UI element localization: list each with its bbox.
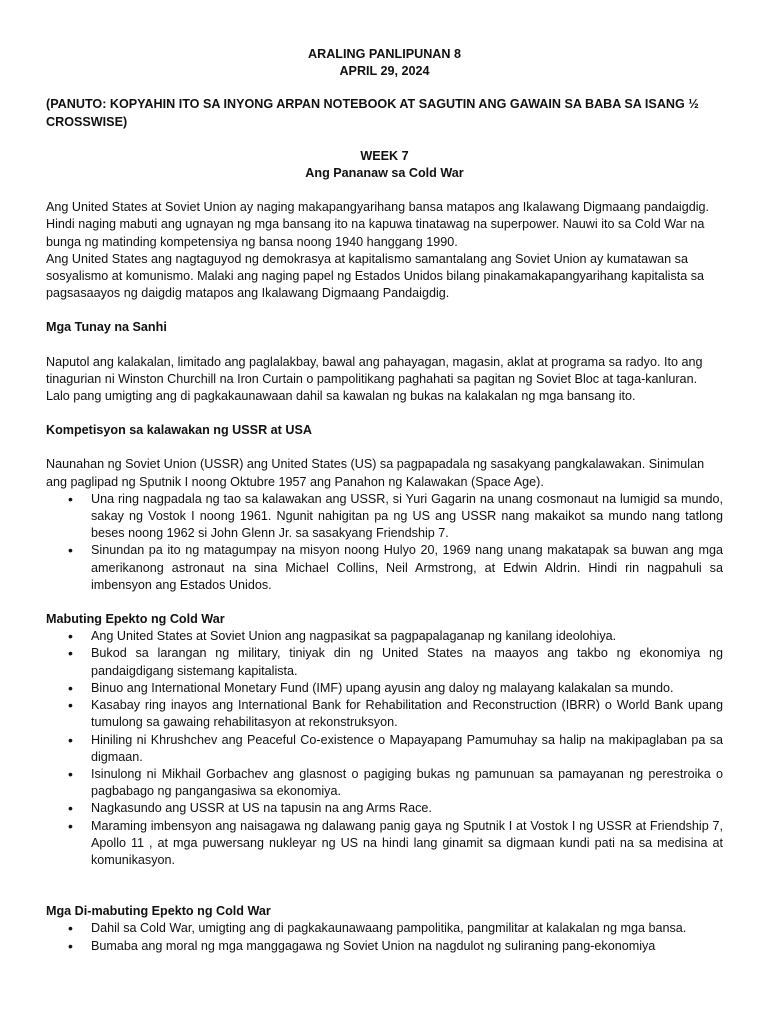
list-item: • Dahil sa Cold War, umigting ang di pagkakaunawaang pampolitika, pangmilitar at kalakalan ng mga bansa. <box>91 920 723 937</box>
list-item: • Una ring nagpadala ng tao sa kalawakan ang USSR, si Yuri Gagarin na unang cosmonaut na lumigid sa mundo, sakay ng Vostok I noong 1961. Ngunit nahigitan pa ng US ang USSR nang makaikot sa mundo nang tatlong beses noong 1962 si John Glenn Jr. sa sasakyang Friendship 7. <box>91 491 723 543</box>
instruction-text: (PANUTO: KOPYAHIN ITO SA INYONG ARPAN NOTEBOOK AT SAGUTIN ANG GAWAIN SA BABA SA ISANG ½ CROSSWISE) <box>46 97 699 129</box>
mabuti-heading: Mabuting Epekto ng Cold War <box>46 612 225 627</box>
mabuti-list <box>46 628 723 869</box>
list-item: • Maraming imbensyon ang naisagawa ng dalawang panig gaya ng Sputnik I at Vostok I ng USSR at Friendship 7, Apollo 11 , at mga puwersang nukleyar ng US na hindi lang ginamit sa digmaan kundi pati na sa medisina at komunikasyon. <box>91 818 723 870</box>
list-item: • Binuo ang International Monetary Fund (IMF) upang ayusin ang daloy ng malayang kalakalan sa mundo. <box>91 680 723 697</box>
list-item: • Bukod sa larangan ng military, tiniyak din ng United States na maayos ang takbo ng ekonomiya ng pandaigdigang sistemang kapitalista. <box>91 645 723 679</box>
sanhi-paragraph: Naputol ang kalakalan, limitado ang paglalakbay, bawal ang pahayagan, magasin, aklat at programa sa radyo. Ito ang tinagurian ni Winston Churchill na Iron Curtain o pampolitikang paghahati sa pagitan ng Soviet Bloc at taga-kanluran. Lalo pang umigting ang di pagkakaunawaan dahil sa kawalan ng bukas na kalakalan ng mga bansang ito. <box>46 354 703 404</box>
intro-paragraph-1: Ang United States at Soviet Union ay naging makapangyarihang bansa matapos ang Ikalawang Digmaang pandaigdig. Hindi naging mabuti ang ugnayan ng mga bansang ito na kapuwa tinatawag na superpower. Nauwi ito sa Cold War na bunga ng matinding kompetensiya ng bansa noong 1940 hanggang 1990. <box>46 200 710 249</box>
subject-heading: ARALING PANLIPUNAN 8 <box>308 47 461 61</box>
dimabuti-list <box>46 920 723 954</box>
kompetisyon-paragraph: Naunahan ng Soviet Union (USSR) ang United States (US) sa pagpapadala ng sasakyang pangkalawakan. Sinimulan ang paglipad ng Sputnik I noong Oktubre 1957 ang Panahon ng Kalawakan (Space Age). <box>46 457 705 489</box>
week-heading: WEEK 7 <box>360 148 409 163</box>
date-heading: APRIL 29, 2024 <box>339 64 430 79</box>
list-item: • Ang United States at Soviet Union ang nagpasikat sa pagpapalaganap ng kanilang ideolohiya. <box>91 628 723 645</box>
page-title: Ang Pananaw sa Cold War <box>305 166 464 181</box>
list-item: • Sinundan pa ito ng matagumpay na misyon noong Hulyo 20, 1969 nang unang makatapak sa buwan ang mga amerikanong astronaut na sina Michael Collins, Neil Armstrong, at Edwin Aldrin. Hindi rin nagpahuli sa imbensyon ang Estados Unidos. <box>91 542 723 594</box>
intro-paragraph-2: Ang United States ang nagtaguyod ng demokrasya at kapitalismo samantalang ang Soviet Union ay kumatawan sa sosyalismo at komunismo. Malaki ang naging papel ng Estados Unidos bilang pinakamakapangyarihang kapitalista sa pagsasaayos ng daigdig matapos ang Ikalawang Digmaang Pandaigdig. <box>46 251 705 301</box>
kompetisyon-heading: Kompetisyon sa kalawakan ng USSR at USA <box>46 423 312 438</box>
list-item: • Bumaba ang moral ng mga manggagawa ng Soviet Union na nagdulot ng suliraning pang-ekonomiya <box>91 938 723 955</box>
dimabuti-heading: Mga Di-mabuting Epekto ng Cold War <box>46 904 271 919</box>
kompetisyon-list <box>46 491 723 594</box>
list-item: • Isinulong ni Mikhail Gorbachev ang glasnost o pagiging bukas ng pamunuan sa pamayanan ng perestroika o pagbabago ng pangangasiwa sa ekonomiya. <box>91 766 723 800</box>
list-item: • Hiniling ni Khrushchev ang Peaceful Co-existence o Mapayapang Pamumuhay sa halip na makipaglaban pa sa digmaan. <box>91 732 723 766</box>
list-item: • Nagkasundo ang USSR at US na tapusin na ang Arms Race. <box>91 800 723 817</box>
sanhi-heading: Mga Tunay na Sanhi <box>46 320 167 335</box>
list-item: • Kasabay ring inayos ang International Bank for Rehabilitation and Reconstruction (IBRR) o World Bank upang tumulong sa gawaing rehabilitasyon at rekonstruksyon. <box>91 697 723 731</box>
